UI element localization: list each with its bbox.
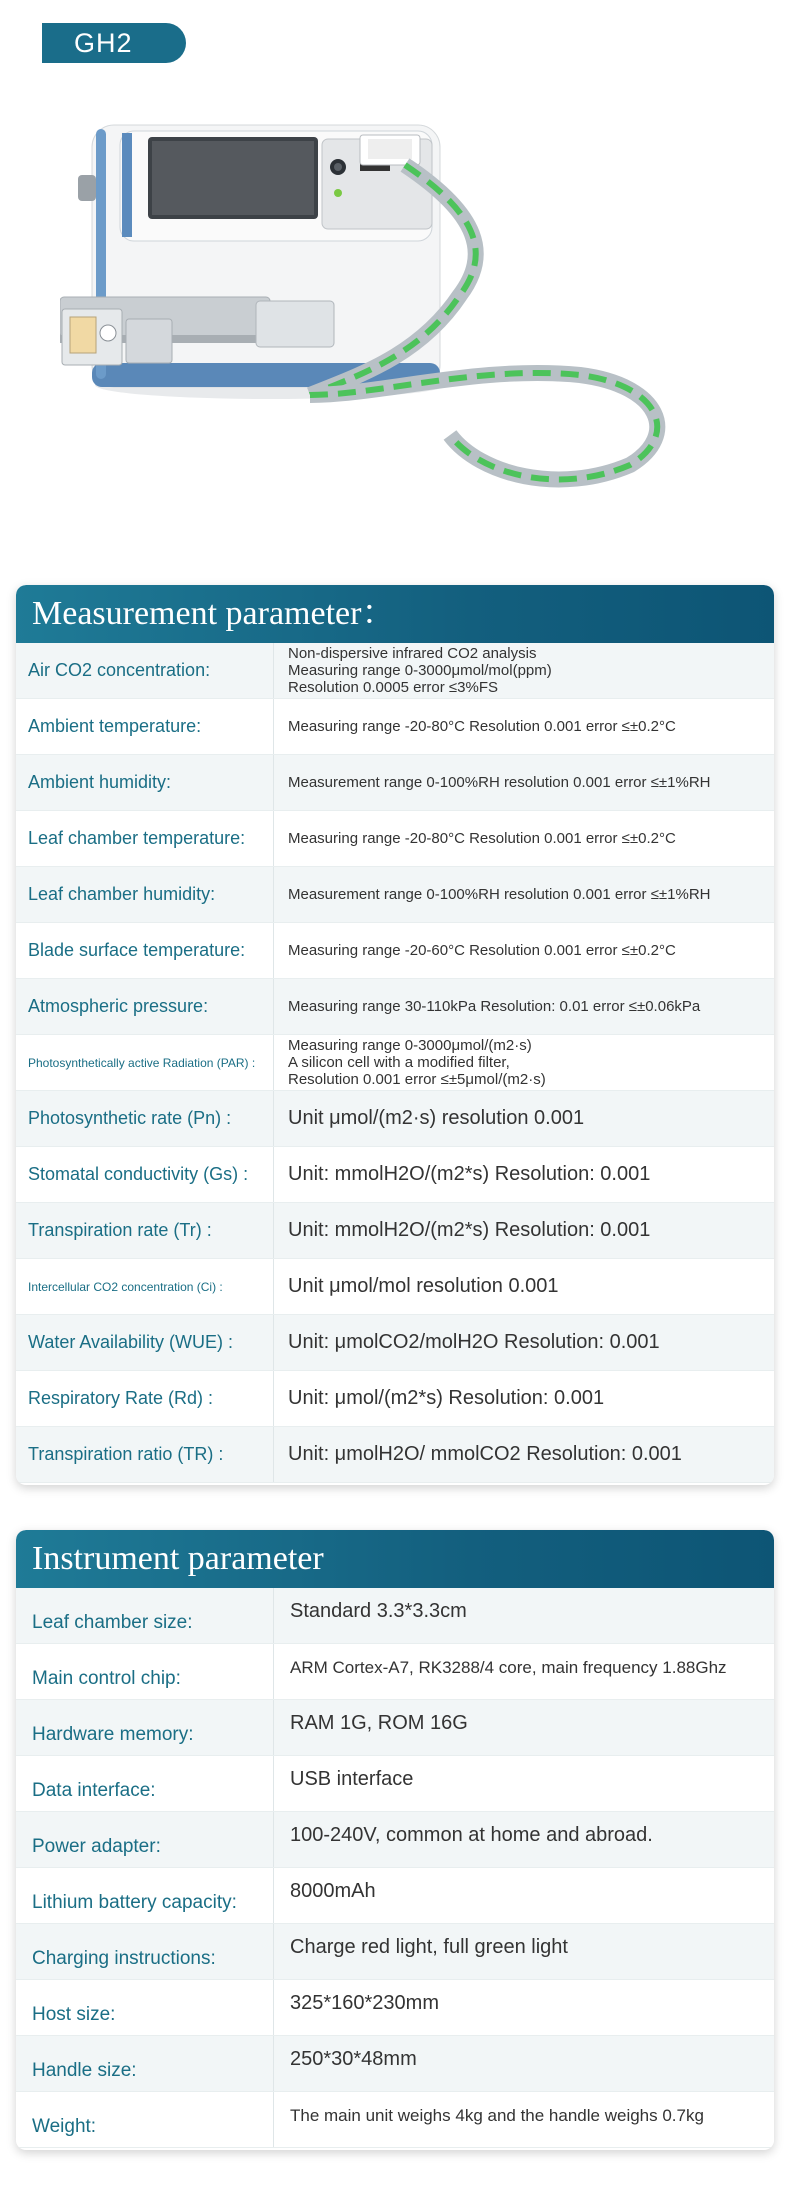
row-label: Charging instructions: <box>16 1924 274 1979</box>
row-label: Leaf chamber temperature: <box>16 811 274 866</box>
row-value: Standard 3.3*3.3cm <box>290 1600 467 1622</box>
row-label: Photosynthetically active Radiation (PAR) : <box>16 1035 274 1090</box>
table-row <box>16 979 774 1035</box>
row-label: Main control chip: <box>16 1644 274 1699</box>
row-label: Hardware memory: <box>16 1700 274 1755</box>
row-label: Respiratory Rate (Rd) : <box>16 1371 274 1426</box>
table-row <box>16 1700 774 1756</box>
measurement-parameter-title: Measurement parameter： <box>16 585 774 643</box>
row-value: Non-dispersive infrared CO2 analysis Measuring range 0-3000μmol/mol(ppm) Resolution 0.0005 error ≤3%FS <box>288 645 552 696</box>
row-label: Stomatal conductivity (Gs) : <box>16 1147 274 1202</box>
row-value: Charge red light, full green light <box>290 1936 568 1958</box>
row-label: Host size: <box>16 1980 274 2035</box>
table-row <box>16 923 774 979</box>
row-label: Transpiration ratio (TR) : <box>16 1427 274 1482</box>
row-value: Unit μmol/(m2·s) resolution 0.001 <box>288 1107 585 1129</box>
row-label: Ambient temperature: <box>16 699 274 754</box>
table-row <box>16 755 774 811</box>
row-label: Leaf chamber humidity: <box>16 867 274 922</box>
row-label: Atmospheric pressure: <box>16 979 274 1034</box>
table-row <box>16 811 774 867</box>
row-value: Measuring range 30-110kPa Resolution: 0.01 error ≤±0.06kPa <box>288 998 701 1015</box>
row-label: Data interface: <box>16 1756 274 1811</box>
row-value: ARM Cortex-A7, RK3288/4 core, main frequency 1.88Ghz <box>290 1657 727 1677</box>
table-row <box>16 1315 774 1371</box>
row-label: Power adapter: <box>16 1812 274 1867</box>
table-row <box>16 1259 774 1315</box>
row-value: 250*30*48mm <box>290 2048 417 2070</box>
table-row <box>16 1644 774 1700</box>
row-value: The main unit weighs 4kg and the handle weighs 0.7kg <box>290 2105 704 2125</box>
measurement-parameter-table <box>16 585 774 1485</box>
table-row <box>16 1588 774 1644</box>
row-label: Air CO2 concentration: <box>16 643 274 698</box>
product-image <box>60 95 700 565</box>
table-row <box>16 1924 774 1980</box>
table-row <box>16 1868 774 1924</box>
instrument-parameter-table <box>16 1530 774 2150</box>
table-row <box>16 1812 774 1868</box>
row-value: Measuring range -20-80°C Resolution 0.001 error ≤±0.2°C <box>288 830 676 847</box>
row-value: Unit: μmol/(m2*s) Resolution: 0.001 <box>288 1387 605 1409</box>
table-row <box>16 1035 774 1091</box>
table-row <box>16 643 774 699</box>
table-row <box>16 1203 774 1259</box>
row-value: 325*160*230mm <box>290 1992 439 2014</box>
row-value: Unit: μmolH2O/ mmolCO2 Resolution: 0.001 <box>288 1443 682 1465</box>
row-value: RAM 1G, ROM 16G <box>290 1712 468 1734</box>
table-row <box>16 2036 774 2092</box>
row-value: Unit μmol/mol resolution 0.001 <box>288 1275 559 1297</box>
table-row <box>16 1980 774 2036</box>
row-value: 8000mAh <box>290 1880 376 1902</box>
instrument-parameter-title: Instrument parameter <box>16 1530 774 1588</box>
row-label: Photosynthetic rate (Pn) : <box>16 1091 274 1146</box>
row-label: Weight: <box>16 2092 274 2147</box>
row-value: Unit: μmolCO2/molH2O Resolution: 0.001 <box>288 1331 660 1353</box>
table-row <box>16 867 774 923</box>
row-label: Blade surface temperature: <box>16 923 274 978</box>
row-label: Leaf chamber size: <box>16 1588 274 1643</box>
row-label: Intercellular CO2 concentration (Ci) : <box>16 1259 274 1314</box>
row-value: Measurement range 0-100%RH resolution 0.001 error ≤±1%RH <box>288 774 711 791</box>
table-row <box>16 1756 774 1812</box>
row-label: Water Availability (WUE) : <box>16 1315 274 1370</box>
table-row <box>16 699 774 755</box>
row-label: Handle size: <box>16 2036 274 2091</box>
table-row <box>16 1371 774 1427</box>
row-label: Transpiration rate (Tr) : <box>16 1203 274 1258</box>
table-row <box>16 1091 774 1147</box>
table-row <box>16 2092 774 2148</box>
row-label: Ambient humidity: <box>16 755 274 810</box>
row-value: USB interface <box>290 1768 414 1790</box>
row-value: Unit: mmolH2O/(m2*s) Resolution: 0.001 <box>288 1163 651 1185</box>
row-value: Measuring range -20-60°C Resolution 0.001 error ≤±0.2°C <box>288 942 676 959</box>
row-value: Measurement range 0-100%RH resolution 0.001 error ≤±1%RH <box>288 886 711 903</box>
table-row <box>16 1427 774 1483</box>
row-value: Measuring range 0-3000μmol/(m2·s) A silicon cell with a modified filter, Resolution 0.001 error ≤±5μmol/(m2·s) <box>288 1037 546 1088</box>
row-value: Unit: mmolH2O/(m2*s) Resolution: 0.001 <box>288 1219 651 1241</box>
row-value: Measuring range -20-80°C Resolution 0.001 error ≤±0.2°C <box>288 718 676 735</box>
table-row <box>16 1147 774 1203</box>
model-tag: GH2 <box>42 23 186 63</box>
row-label: Lithium battery capacity: <box>16 1868 274 1923</box>
row-value: 100-240V, common at home and abroad. <box>290 1824 653 1846</box>
